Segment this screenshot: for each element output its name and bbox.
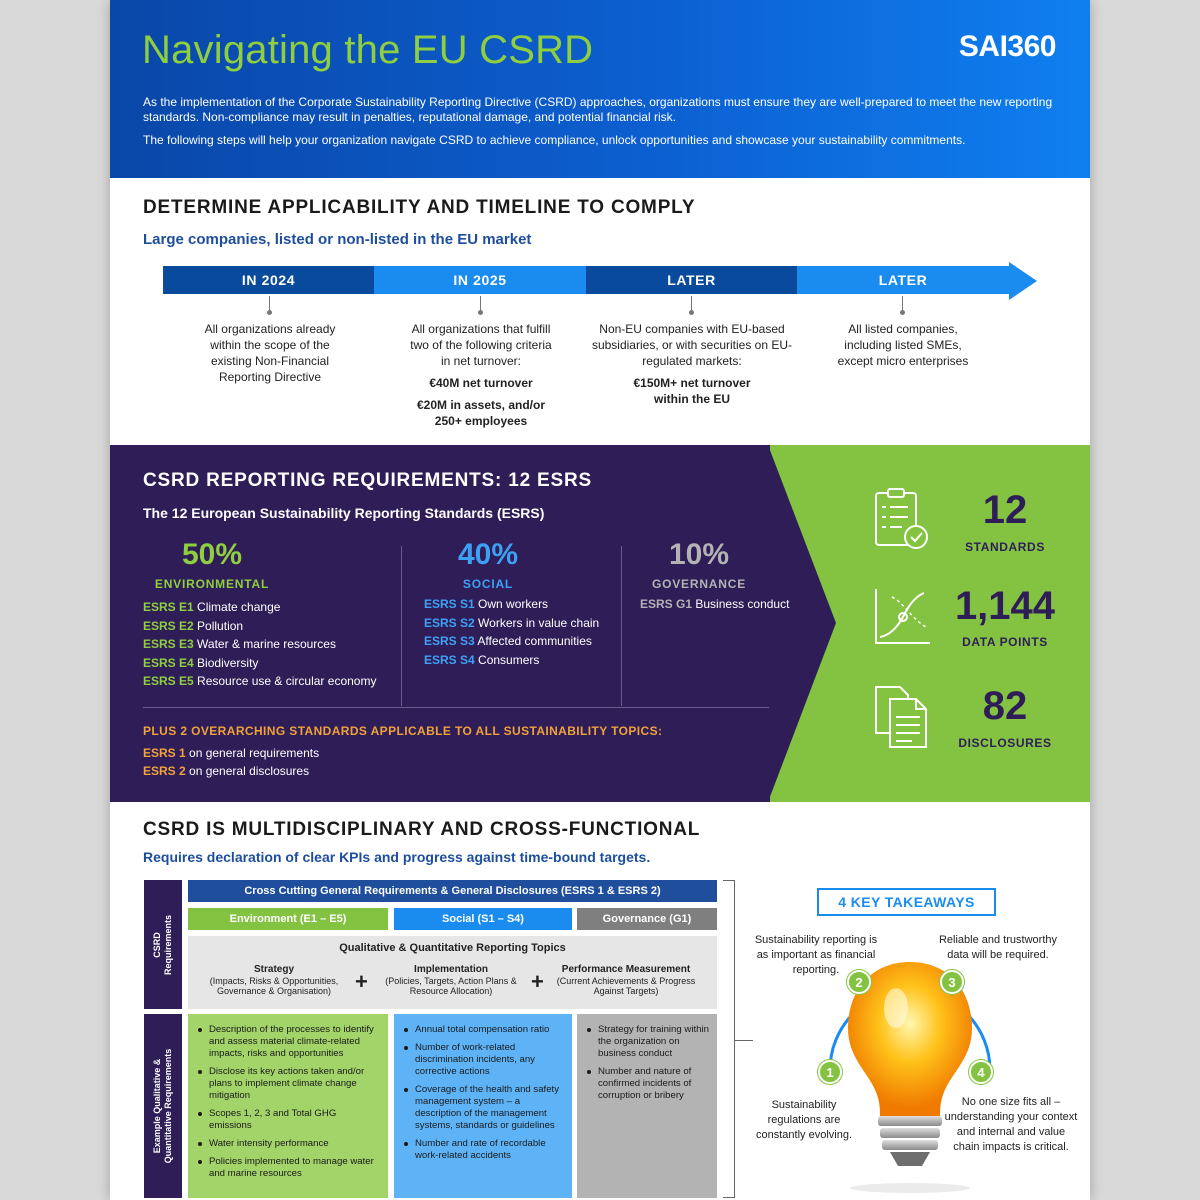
topic-name: Strategy	[253, 964, 294, 975]
disclosures-label: DISCLOSURES	[958, 736, 1052, 750]
bracket-line	[723, 880, 735, 1198]
timeline-desc-2024	[165, 321, 375, 385]
side-label-text: Example Qualitative & Quantitative Requirements	[152, 1048, 173, 1164]
list-item: Annual total compensation ratio	[402, 1024, 564, 1036]
sai360-logo: SAI360	[958, 30, 1056, 63]
data-points-count: 1,144	[954, 584, 1056, 628]
esrs-code: ESRS S1	[424, 597, 475, 611]
page-title: Navigating the EU CSRD	[142, 28, 594, 72]
list-item: Number and nature of confirmed incidents of corruption or bribery	[585, 1066, 709, 1102]
governance-percent: 10%	[668, 538, 730, 571]
list-item	[143, 598, 376, 617]
governance-examples	[577, 1014, 717, 1198]
esrs-code: ESRS E4	[143, 655, 194, 670]
esrs-label: Climate change	[197, 600, 281, 614]
list-item	[424, 632, 599, 651]
takeaway-text-2: Sustainability reporting is as important as financial reporting.	[754, 934, 878, 976]
timeline-dot	[689, 310, 694, 315]
plus-icon: +	[531, 969, 544, 994]
esrs-label: Resource use & circular economy	[197, 674, 377, 689]
esrs-label: Water & marine resources	[197, 637, 336, 652]
esrs-label: Affected communities	[477, 634, 592, 649]
bracket-tick	[735, 1040, 753, 1041]
side-label-examples	[144, 1014, 182, 1198]
list-item: Scopes 1, 2, 3 and Total GHG emissions	[196, 1108, 380, 1132]
topic-name: Performance Measurement	[561, 964, 691, 975]
timeline-bar	[163, 266, 1011, 296]
timeline-desc-text: Non-EU companies with EU-based subsidiaries, or with securities on EU-regulated markets:	[591, 322, 793, 368]
plus-icon: +	[355, 969, 368, 994]
governance-bar: Governance (G1)	[577, 908, 717, 930]
standards-count: 12	[982, 488, 1028, 532]
esrs-code: ESRS 2	[143, 764, 186, 778]
esrs-label: Business conduct	[695, 597, 790, 611]
list-item	[143, 654, 376, 673]
side-label-requirements	[144, 880, 182, 1009]
list-item	[424, 595, 599, 614]
multidisciplinary-title: CSRD IS MULTIDISCIPLINARY AND CROSS-FUNCTIONAL	[143, 819, 701, 840]
timeline-dot	[900, 310, 905, 315]
esrs-code: ESRS E3	[143, 637, 194, 652]
side-label-text: CSRD Requirements	[152, 914, 173, 975]
intro-paragraph-1: As the implementation of the Corporate Sustainability Reporting Directive (CSRD) approaches, organizations must ensure they are well-prepared to meet the new reporting standards. Non-compliance may result in penalties, reputational damage, and potential financial risk.	[143, 95, 1053, 124]
timeline-phase-later-1: LATER	[586, 266, 797, 294]
timeline-desc-text: All organizations already within the scope of the existing Non-Financial Reporting Directive	[204, 322, 336, 384]
list-item: Number and rate of recordable work-related accidents	[402, 1138, 564, 1162]
topic-implementation	[376, 964, 526, 996]
timeline-desc-text: All organizations that fulfill two of the following criteria in net turnover:	[410, 322, 552, 368]
takeaway-text-1: Sustainability regulations are constantly evolving.	[756, 1099, 852, 1141]
esrs-code: ESRS E1	[143, 600, 194, 614]
list-item: Number of work-related discrimination incidents, any corrective actions	[402, 1042, 564, 1078]
list-item: Disclose its key actions taken and/or plans to implement climate change mitigation	[196, 1066, 380, 1102]
criteria-assets: €20M in assets, and/or 250+ employees	[416, 398, 546, 428]
timeline-phase-2025: IN 2025	[374, 266, 586, 294]
clipboard-check-icon	[872, 487, 932, 551]
standards-label: STANDARDS	[965, 540, 1045, 554]
multidisciplinary-subtitle: Requires declaration of clear KPIs and progress against time-bound targets.	[143, 849, 651, 865]
timeline-dot	[267, 310, 272, 315]
takeaway-number-4: 4	[969, 1060, 993, 1084]
environment-bar: Environment (E1 – E5)	[188, 908, 388, 930]
requirements-title: CSRD REPORTING REQUIREMENTS: 12 ESRS	[143, 470, 592, 491]
list-item	[424, 614, 599, 633]
list-item: Policies implemented to manage water and marine resources	[196, 1156, 380, 1180]
timeline-desc-text: All listed companies, including listed SMEs, except micro enterprises	[837, 322, 969, 368]
criteria-eu-turnover: €150M+ net turnover within the EU	[633, 376, 751, 406]
overarching-title: PLUS 2 OVERARCHING STANDARDS APPLICABLE TO ALL SUSTAINABILITY TOPICS:	[143, 724, 663, 738]
list-item	[640, 595, 789, 614]
list-item	[143, 762, 319, 780]
timeline-arrow-icon	[1009, 262, 1037, 300]
data-points-label: DATA POINTS	[962, 635, 1048, 649]
governance-label: GOVERNANCE	[651, 577, 746, 591]
documents-icon	[872, 685, 932, 749]
environmental-percent: 50%	[181, 538, 243, 571]
esrs-code: ESRS G1	[640, 597, 693, 611]
esrs-code: ESRS S2	[424, 615, 475, 630]
section-divider	[143, 707, 769, 708]
timeline-phase-2024: IN 2024	[163, 266, 374, 294]
intro-paragraph-2: The following steps will help your organization navigate CSRD to achieve compliance, unlock opportunities and showcase your sustainability commitments.	[143, 133, 966, 147]
social-label: SOCIAL	[462, 577, 514, 591]
requirements-subtitle: The 12 European Sustainability Reporting Standards (ESRS)	[143, 505, 545, 521]
social-list	[424, 595, 599, 669]
esrs-label: Workers in value chain	[478, 615, 600, 630]
list-item: Water intensity performance	[196, 1138, 380, 1150]
list-item	[143, 617, 376, 636]
list-item	[143, 635, 376, 654]
esrs-label: Biodiversity	[197, 655, 259, 670]
topic-desc: (Policies, Targets, Action Plans & Resource Allocation)	[385, 976, 517, 996]
list-item	[143, 672, 376, 691]
applicability-title: DETERMINE APPLICABILITY AND TIMELINE TO COMPLY	[143, 197, 696, 218]
list-item: Description of the processes to identify and assess material climate-related impacts, risks and opportunities	[196, 1024, 380, 1060]
esrs-label: Pollution	[197, 618, 244, 633]
esrs-code: ESRS E5	[143, 674, 194, 689]
takeaway-number-3: 3	[940, 970, 964, 994]
list-item	[424, 651, 599, 670]
environmental-label: ENVIRONMENTAL	[154, 577, 270, 591]
esrs-code: ESRS S4	[424, 652, 475, 667]
disclosures-count: 82	[982, 684, 1028, 728]
esrs-label: Own workers	[478, 597, 549, 611]
overarching-list	[143, 744, 319, 780]
criteria-turnover: €40M net turnover	[429, 376, 533, 390]
takeaway-number-1: 1	[818, 1060, 842, 1084]
esrs-code: ESRS S3	[424, 634, 475, 649]
cross-cutting-bar: Cross Cutting General Requirements & General Disclosures (ESRS 1 & ESRS 2)	[188, 880, 717, 902]
applicability-subtitle: Large companies, listed or non-listed in the EU market	[143, 231, 532, 248]
esrs-label: on general disclosures	[189, 764, 310, 778]
esrs-code: ESRS 1	[143, 746, 186, 760]
takeaway-number-2: 2	[847, 970, 871, 994]
topic-performance	[550, 964, 702, 996]
list-item: Strategy for training within the organization on business conduct	[585, 1024, 709, 1060]
takeaway-text-4: No one size fits all – understanding your context and internal and value chain impacts is critical.	[944, 1096, 1078, 1153]
timeline-desc-later-2	[798, 321, 1008, 369]
chart-curve-icon	[872, 587, 932, 651]
esrs-code: ESRS E2	[143, 618, 194, 633]
hero-banner	[110, 0, 1090, 178]
environmental-list	[143, 598, 376, 691]
list-item: Coverage of the health and safety management system – a description of the management systems, standards or guidelines	[402, 1084, 564, 1132]
esrs-label: on general requirements	[189, 746, 320, 760]
topic-desc: (Impacts, Risks & Opportunities, Governance & Organisation)	[209, 976, 339, 996]
column-divider	[401, 546, 402, 706]
social-percent: 40%	[457, 538, 519, 571]
timeline-desc-later-1	[587, 321, 797, 407]
timeline-phase-later-2: LATER	[797, 266, 1009, 294]
environment-examples	[188, 1014, 388, 1198]
topic-strategy	[199, 964, 349, 996]
governance-list	[640, 595, 789, 614]
social-bar: Social (S1 – S4)	[394, 908, 572, 930]
esrs-label: Consumers	[478, 652, 540, 667]
reporting-topics-title: Qualitative & Quantitative Reporting Topics	[339, 942, 566, 954]
chevron-arrow-icon	[768, 445, 836, 802]
takeaway-text-3: Reliable and trustworthy data will be required.	[938, 934, 1057, 961]
list-item	[143, 744, 319, 762]
social-examples	[394, 1014, 572, 1198]
timeline-dot	[478, 310, 483, 315]
infographic-page	[110, 0, 1090, 1200]
takeaways-title: 4 KEY TAKEAWAYS	[817, 888, 996, 916]
topic-desc: (Current Achievements & Progress Against Targets)	[556, 976, 696, 996]
timeline-desc-2025	[376, 321, 586, 429]
topic-name: Implementation	[414, 964, 488, 975]
